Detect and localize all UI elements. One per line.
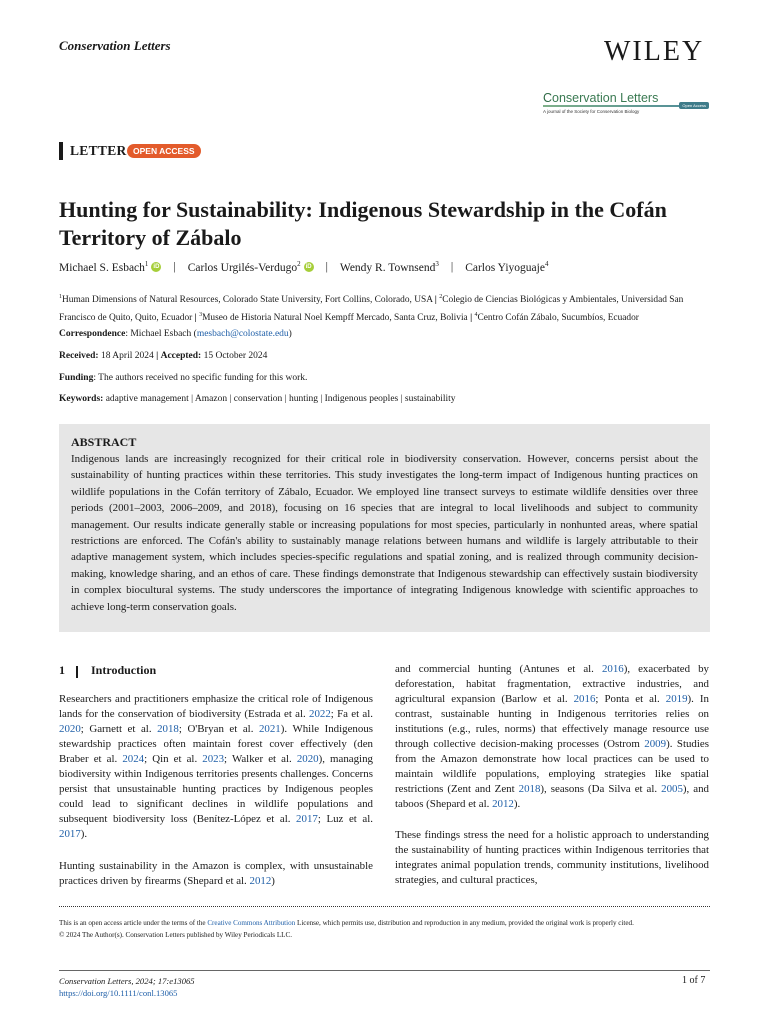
body-text: ). In contrast, sustainable hunting in Indigenous territories relies on institutions (e.g., rules, norms) that effectively manage resource use through collective decision-making processes (Ostrom	[395, 693, 709, 750]
section-number: 1	[59, 663, 65, 677]
journal-logo-subtitle: A journal of the Society for Conservation Biology	[543, 109, 640, 114]
citation-link[interactable]: 2024	[122, 753, 145, 765]
license-link[interactable]: Creative Commons Attribution	[207, 919, 296, 927]
author-separator: |	[450, 260, 454, 273]
body-text: ; Garnett et al.	[80, 723, 158, 735]
citation-link[interactable]: 2016	[573, 693, 596, 705]
citation-link[interactable]: 2023	[202, 753, 225, 765]
body-text: ).	[80, 828, 88, 840]
citation-link[interactable]: 2005	[661, 783, 683, 795]
citation-link[interactable]: 2016	[601, 663, 624, 675]
author-separator: |	[173, 260, 176, 273]
email-link[interactable]: mesbach@colostate.edu	[196, 329, 289, 339]
body-text: ; Walker et al.	[224, 753, 297, 765]
author-name[interactable]: Michael S. Esbach$^1$	[59, 260, 149, 274]
citation-link[interactable]: 2021	[258, 723, 281, 735]
body-text: ).	[513, 798, 521, 810]
section-divider	[76, 666, 78, 678]
citation: Conservation Letters, 2024; 17:e13065	[59, 976, 195, 986]
author-list	[59, 260, 709, 274]
citation-link[interactable]: 2017	[296, 813, 318, 825]
correspondence: Correspondence: Michael Esbach (mesbach@colostate.edu)	[59, 329, 292, 339]
citation-link[interactable]: 2020	[296, 753, 319, 765]
journal-logo[interactable]	[541, 91, 709, 119]
citation-block	[59, 975, 195, 999]
section-title: Introduction	[91, 663, 157, 677]
license-note: This is an open access article under the terms of the Creative Commons Attribution License, which permits use, distribution and reproduction in any medium, provided the original work is properly cited. © 2024 The Author(s). Conservation Letters published by Wiley Periodicals LLC.	[59, 917, 710, 941]
page-number: 1 of 7	[682, 975, 706, 986]
article-title: Hunting for Sustainability: Indigenous Stewardship in the Cofán Territory of Zábalo	[59, 197, 667, 250]
journal-name: Conservation Letters	[59, 38, 171, 53]
body-text: ). Studies from the Amazon demonstrate how local practices can be used to maintain wildlife populations, employing strategies like spatial restrictions (Zent and Zent	[395, 738, 709, 795]
left-col-paragraph-1	[59, 692, 373, 842]
author-separator: |	[325, 260, 328, 273]
citation-link[interactable]: 2017	[59, 828, 81, 840]
citation-link[interactable]: 2018	[157, 723, 179, 735]
body-text: ; Luz et al.	[317, 813, 373, 825]
article-type-bar	[59, 142, 63, 160]
publisher-logo[interactable]: WILEY	[604, 36, 705, 67]
body-text: ; Fa et al.	[330, 708, 374, 720]
orcid-icon[interactable]: iD	[153, 263, 160, 270]
body-text: and commercial hunting (Antunes et al.	[395, 663, 602, 675]
body-text: ; Qin et al.	[144, 753, 203, 765]
body-text: ; Ponta et al.	[595, 693, 666, 705]
citation-link[interactable]: 2020	[59, 723, 81, 735]
body-text: ). While Indigenous stewardship practices often maintain forest cover effectively (den Braber et al.	[59, 723, 373, 765]
author-name[interactable]: Carlos Urgilés-Verdugo$^2$	[187, 260, 301, 274]
abstract-heading: ABSTRACT	[71, 435, 137, 449]
body-text: Hunting sustainability in the Amazon is complex, with unsustainable practices driven by firearms (Shepard et al.	[59, 860, 373, 887]
citation-link[interactable]: 2009	[644, 738, 667, 750]
footer-divider	[59, 906, 710, 907]
funding: Funding: The authors received no specific funding for this work.	[59, 373, 308, 383]
body-text: ), exacerbated by deforestation, habitat fragmentation, extractive industries, and agricultural expansion (Barlow et al.	[395, 663, 710, 705]
body-text: ), and taboos (Shepard et al.	[395, 783, 709, 810]
orcid-icon[interactable]: iD	[305, 263, 312, 270]
doi-link[interactable]: https://doi.org/10.1111/conl.13065	[59, 988, 178, 998]
footer-rule	[59, 970, 710, 971]
keywords: Keywords: adaptive management | Amazon | conservation | hunting | Indigenous peoples | sustainability	[59, 394, 456, 404]
body-text: These findings stress the need for a holistic approach to understanding the sustainability of hunting practices within Indigenous territories that integrates animal population trends, community institutions, livelihood strategies, and cultural practices,	[395, 829, 709, 886]
citation-link[interactable]: 2018	[518, 783, 541, 795]
left-col-paragraph-2	[59, 859, 373, 889]
dates: Received: 18 April 2024 | Accepted: 15 October 2024	[59, 351, 268, 361]
body-text: Researchers and practitioners emphasize the critical role of Indigenous lands for the conservation of biodiversity (Estrada et al.	[59, 693, 373, 720]
article-type-label: LETTER	[70, 143, 127, 158]
open-access-badge: OPEN ACCESS	[127, 144, 201, 158]
author-name[interactable]: Wendy R. Townsend$^3$	[339, 260, 439, 274]
citation-link[interactable]: 2019	[665, 693, 688, 705]
right-col-paragraph-2	[395, 828, 709, 888]
citation-link[interactable]: 2022	[309, 708, 331, 720]
journal-logo-badge: Open Access	[679, 102, 709, 109]
journal-logo-title: Conservation Letters	[543, 91, 659, 105]
abstract-text: Indigenous lands are increasingly recognized for their critical role in biodiversity conservation. However, concerns persist about the sustainability of hunting practices within these territories. This study investigates the long-term impact of Indigenous hunting practices on wildlife populations in the Cofán territory of Zábalo, Ecuador. We employed line transect surveys to estimate wildlife densities over three periods (2001–2003, 2006–2009, and 2018), focusing on 16 species that are integral to local livelihoods and subject to community management. Our results indicate generally stable or increasing populations for most species, particularly in nonhunted areas, where spatial restrictions are enforced. The Cofán's ability to sustainably manage relations between humans and wildlife is largely attributable to their adaptive management system, which includes species-specific regulations and spatial zoning, and is realized through community decision-making, knowledge sharing, and an ethos of care. These findings demonstrate that Indigenous stewardship can effectively sustain biodiversity in complex biocultural systems. The study underscores the importance of integrating Indigenous knowledge with scientific approaches to achieve long-term conservation goals.	[71, 453, 698, 613]
body-text: ), managing biodiversity within Indigenous territories presents challenges. Concerns persist that unsustainable hunting practices by Indigenous peoples could lead to significant declines in wildlife populations and subsequent biodiversity loss (Benítez-López et al.	[59, 753, 373, 825]
body-text: ; O'Bryan et al.	[178, 723, 259, 735]
body-text: )	[271, 875, 275, 887]
body-text: ), seasons (Da Silva et al.	[540, 783, 662, 795]
citation-link[interactable]: 2012	[492, 798, 514, 810]
copyright: © 2024 The Author(s). Conservation Letters published by Wiley Periodicals LLC.	[59, 931, 292, 939]
right-col-paragraph-1	[395, 662, 709, 812]
author-name[interactable]: Carlos Yiyoguaje$^4$	[465, 260, 549, 274]
citation-link[interactable]: 2012	[249, 875, 272, 887]
affiliations: $^1$Human Dimensions of Natural Resources, Colorado State University, Fort Collins, Colorado, USA | $^2$Colegio de Ciencias Biológicas y Ambientales, Universidad San Francisco de Quito, Quito, Ecuador | $^3$Museo de Historia Natural Noel Kempff Mercado, Santa Cruz, Bolivia | $^4$Centro Cofán Zábalo, Sucumbíos, Ecuador	[59, 294, 684, 324]
